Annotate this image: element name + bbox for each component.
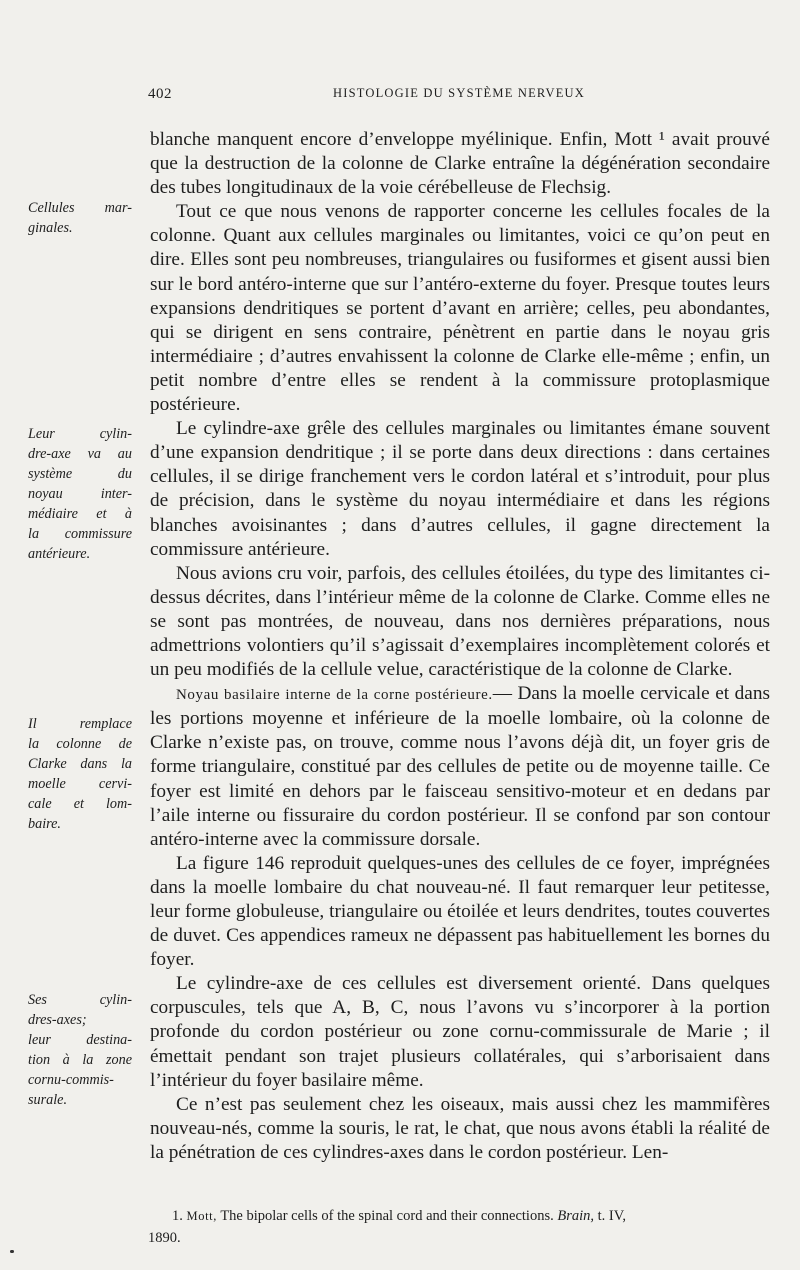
footnote-text: The bipolar cells of the spinal cord and their connections. (220, 1208, 554, 1224)
paragraph: La figure 146 reproduit quelques-unes des cellules de ce foyer, imprégnées dans la moelle lombaire du chat nouveau-né. Il faut remarquer leur petitesse, leur forme globuleuse, triangulaire ou étoilée et leurs dendrites, toutes couvertes de duvet. Ces appendices rameux ne dépassent pas habituellement les bornes du foyer. (150, 852, 770, 971)
note-line: système du (28, 466, 132, 482)
margin-note-cylindres-axes (28, 990, 132, 1110)
paragraph: blanche manquent encore d’enveloppe myélinique. Enfin, Mott ¹ avait prouvé que la destruction de la colonne de Clarke entraîne la dégénération secondaire des tubes longitudinaux de la voie cérébelleuse de Flechsig. (150, 129, 770, 199)
note-line: tion à la zone (28, 1052, 132, 1068)
footnote-year: 1890. (148, 1230, 181, 1246)
body-text (150, 128, 770, 1165)
note-line: dres-axes; (28, 1012, 87, 1028)
note-line: médiaire et à (28, 506, 132, 522)
footnote-number: 1. (172, 1208, 183, 1224)
paragraph: Le cylindre-axe grêle des cellules marginales ou limitantes émane souvent d’une expansion dendritique ; il se porte dans deux directions : dans certaines cellules, il se dirige franchement vers le cordon latéral et s’introduit, pour plus de précision, dans le système du noyau intermédiaire et dans les régions blanches avoisinantes ; dans d’autres cellules, il gagne directement la commissure antérieure. (150, 418, 770, 560)
page-number: 402 (148, 86, 172, 102)
note-line: cale et lom- (28, 796, 132, 812)
footnote-author: Mott, (186, 1209, 217, 1223)
note-line: surale. (28, 1092, 68, 1108)
margin-note-cellules-marginales (28, 198, 132, 238)
paragraph: Ce n’est pas seulement chez les oiseaux, mais aussi chez les mammifères nouveau-nés, comme la souris, le rat, le chat, que nous avons établi la réalité de la pénétration de ces cylindres-axes dans le cordon postérieur. Len- (150, 1093, 770, 1163)
note-line: antérieure. (28, 546, 91, 562)
section-heading: Noyau basilaire interne de la corne postérieure. (176, 687, 493, 704)
note-line: la commissure (28, 526, 132, 542)
paragraph: Nous avions cru voir, parfois, des cellules étoilées, du type des limitantes ci-dessus décrites, dans l’intérieur même de la colonne de Clarke. Comme elles ne se sont pas montrées, de nouveau, dans nos dernières préparations, nous admettrions volontiers qu’il s’agissait d’exemplaires incomplètement colorés et un peu modifiés de la cellule velue, caractéristique de la colonne de Clarke. (150, 562, 770, 681)
paragraph-text: — Dans la moelle cervicale et dans les portions moyenne et inférieure de la moelle lombaire, où la colonne de Clarke n’existe pas, on trouve, comme nous l’avons déjà dit, un foyer gris de forme triangulaire, constitué par des cellules de petite ou de moyenne taille. Ce foyer est limité en dehors par le faisceau sensitivo-moteur et en dedans par l’aile interne ou fissuraire du cordon postérieur. Il se confond par son contour antéro-interne avec la commissure dorsale. (150, 683, 770, 850)
note-line: la colonne de (28, 736, 132, 752)
margin-note-remplace-colonne (28, 714, 132, 834)
note-line: moelle cervi- (28, 776, 132, 792)
note-line: Ses cylin- (28, 992, 132, 1008)
margin-note-cylindre-axe (28, 424, 132, 564)
note-line: cornu-commis- (28, 1072, 114, 1088)
page-header (148, 86, 770, 108)
note-line: leur destina- (28, 1032, 132, 1048)
note-line: baire. (28, 816, 61, 832)
note-line: ginales. (28, 220, 73, 236)
ink-speck (10, 1250, 14, 1253)
footnote (148, 1205, 770, 1249)
note-line: noyau inter- (28, 486, 132, 502)
note-line: Il remplace (28, 716, 132, 732)
note-line: Clarke dans la (28, 756, 132, 772)
note-line: Leur cylin- (28, 426, 132, 442)
paragraph: Tout ce que nous venons de rapporter concerne les cellules focales de la colonne. Quant aux cellules marginales ou limitantes, voici ce qu’on peut en dire. Elles sont peu nombreuses, triangulaires ou fusiformes et gisent aussi bien sur le bord antéro-interne que sur l’antéro-externe du foyer. Presque toutes leurs expansions dendritiques se portent d’avant en arrière; celles, peu abondantes, qui se dirigent en sens contraire, pénètrent en partie dans le noyau gris intermédiaire ; d’autres envahissent la colonne de Clarke elle-même ; enfin, un petit nombre d’entre elles se rendent à la commissure protoplasmique postérieure. (150, 201, 770, 416)
running-title: HISTOLOGIE DU SYSTÈME NERVEUX (333, 86, 585, 100)
note-line: dre-axe va au (28, 446, 132, 462)
paragraph-with-heading (150, 682, 770, 852)
note-line: Cellules mar- (28, 200, 132, 216)
paragraph: Le cylindre-axe de ces cellules est diversement orienté. Dans quelques corpuscules, tels que A, B, C, nous l’avons vu s’incorporer à la portion profonde du cordon postérieur ou zone cornu-commissurale de Marie ; il émettait pendant son trajet plusieurs collatérales, qui s’arborisaient dans l’intérieur du foyer basilaire même. (150, 973, 770, 1091)
footnote-volume: t. IV, (597, 1208, 626, 1224)
footnote-journal: Brain, (557, 1208, 594, 1224)
